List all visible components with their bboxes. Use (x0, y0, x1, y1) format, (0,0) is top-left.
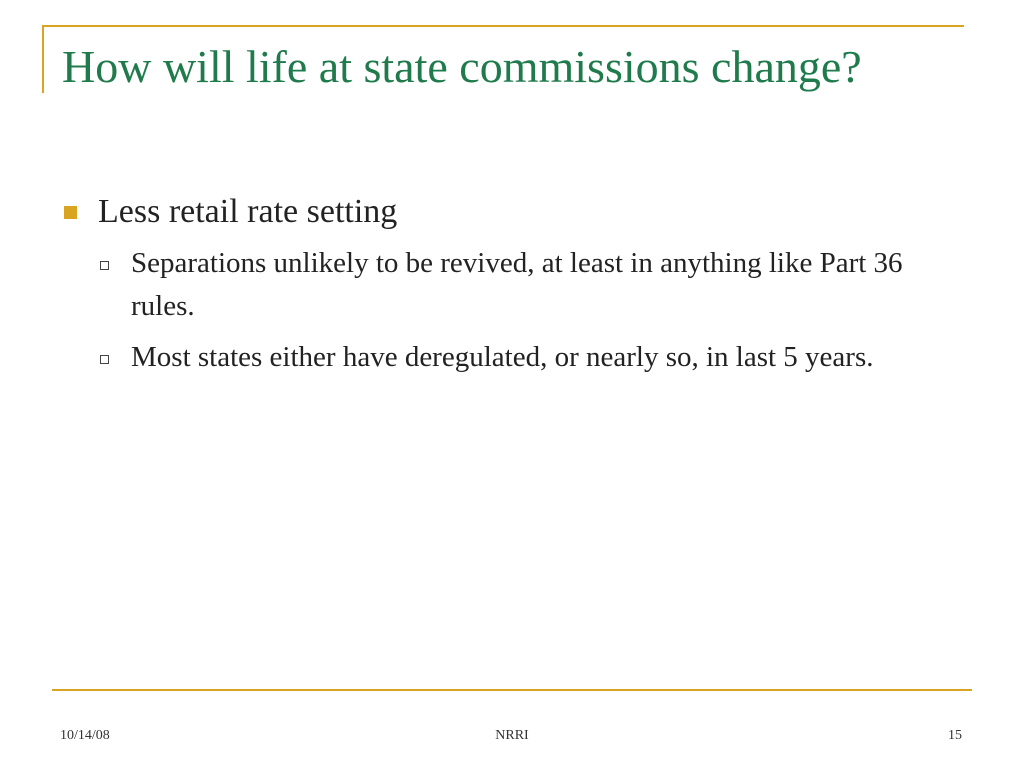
sub-bullet-item (100, 242, 972, 328)
hollow-square-bullet-icon (100, 355, 109, 364)
footer-rule (52, 689, 972, 691)
slide-body (62, 188, 972, 387)
slide-title: How will life at state commissions change? (62, 41, 862, 92)
bullet-text: Less retail rate setting (98, 193, 398, 230)
sub-bullet-list (100, 242, 972, 379)
bullet-item (62, 188, 972, 236)
title-frame-top-rule (42, 25, 964, 27)
slide-number: 15 (948, 728, 962, 743)
footer-date: 10/14/08 (60, 728, 110, 743)
sub-bullet-item (100, 336, 972, 379)
footer-organization: NRRI (495, 728, 529, 743)
square-bullet-icon (64, 206, 77, 219)
sub-bullet-text: Most states either have deregulated, or nearly so, in last 5 years. (131, 341, 874, 373)
title-frame-left-rule (42, 25, 44, 93)
sub-bullet-text: Separations unlikely to be revived, at least in anything like Part 36 rules. (131, 247, 903, 322)
hollow-square-bullet-icon (100, 261, 109, 270)
